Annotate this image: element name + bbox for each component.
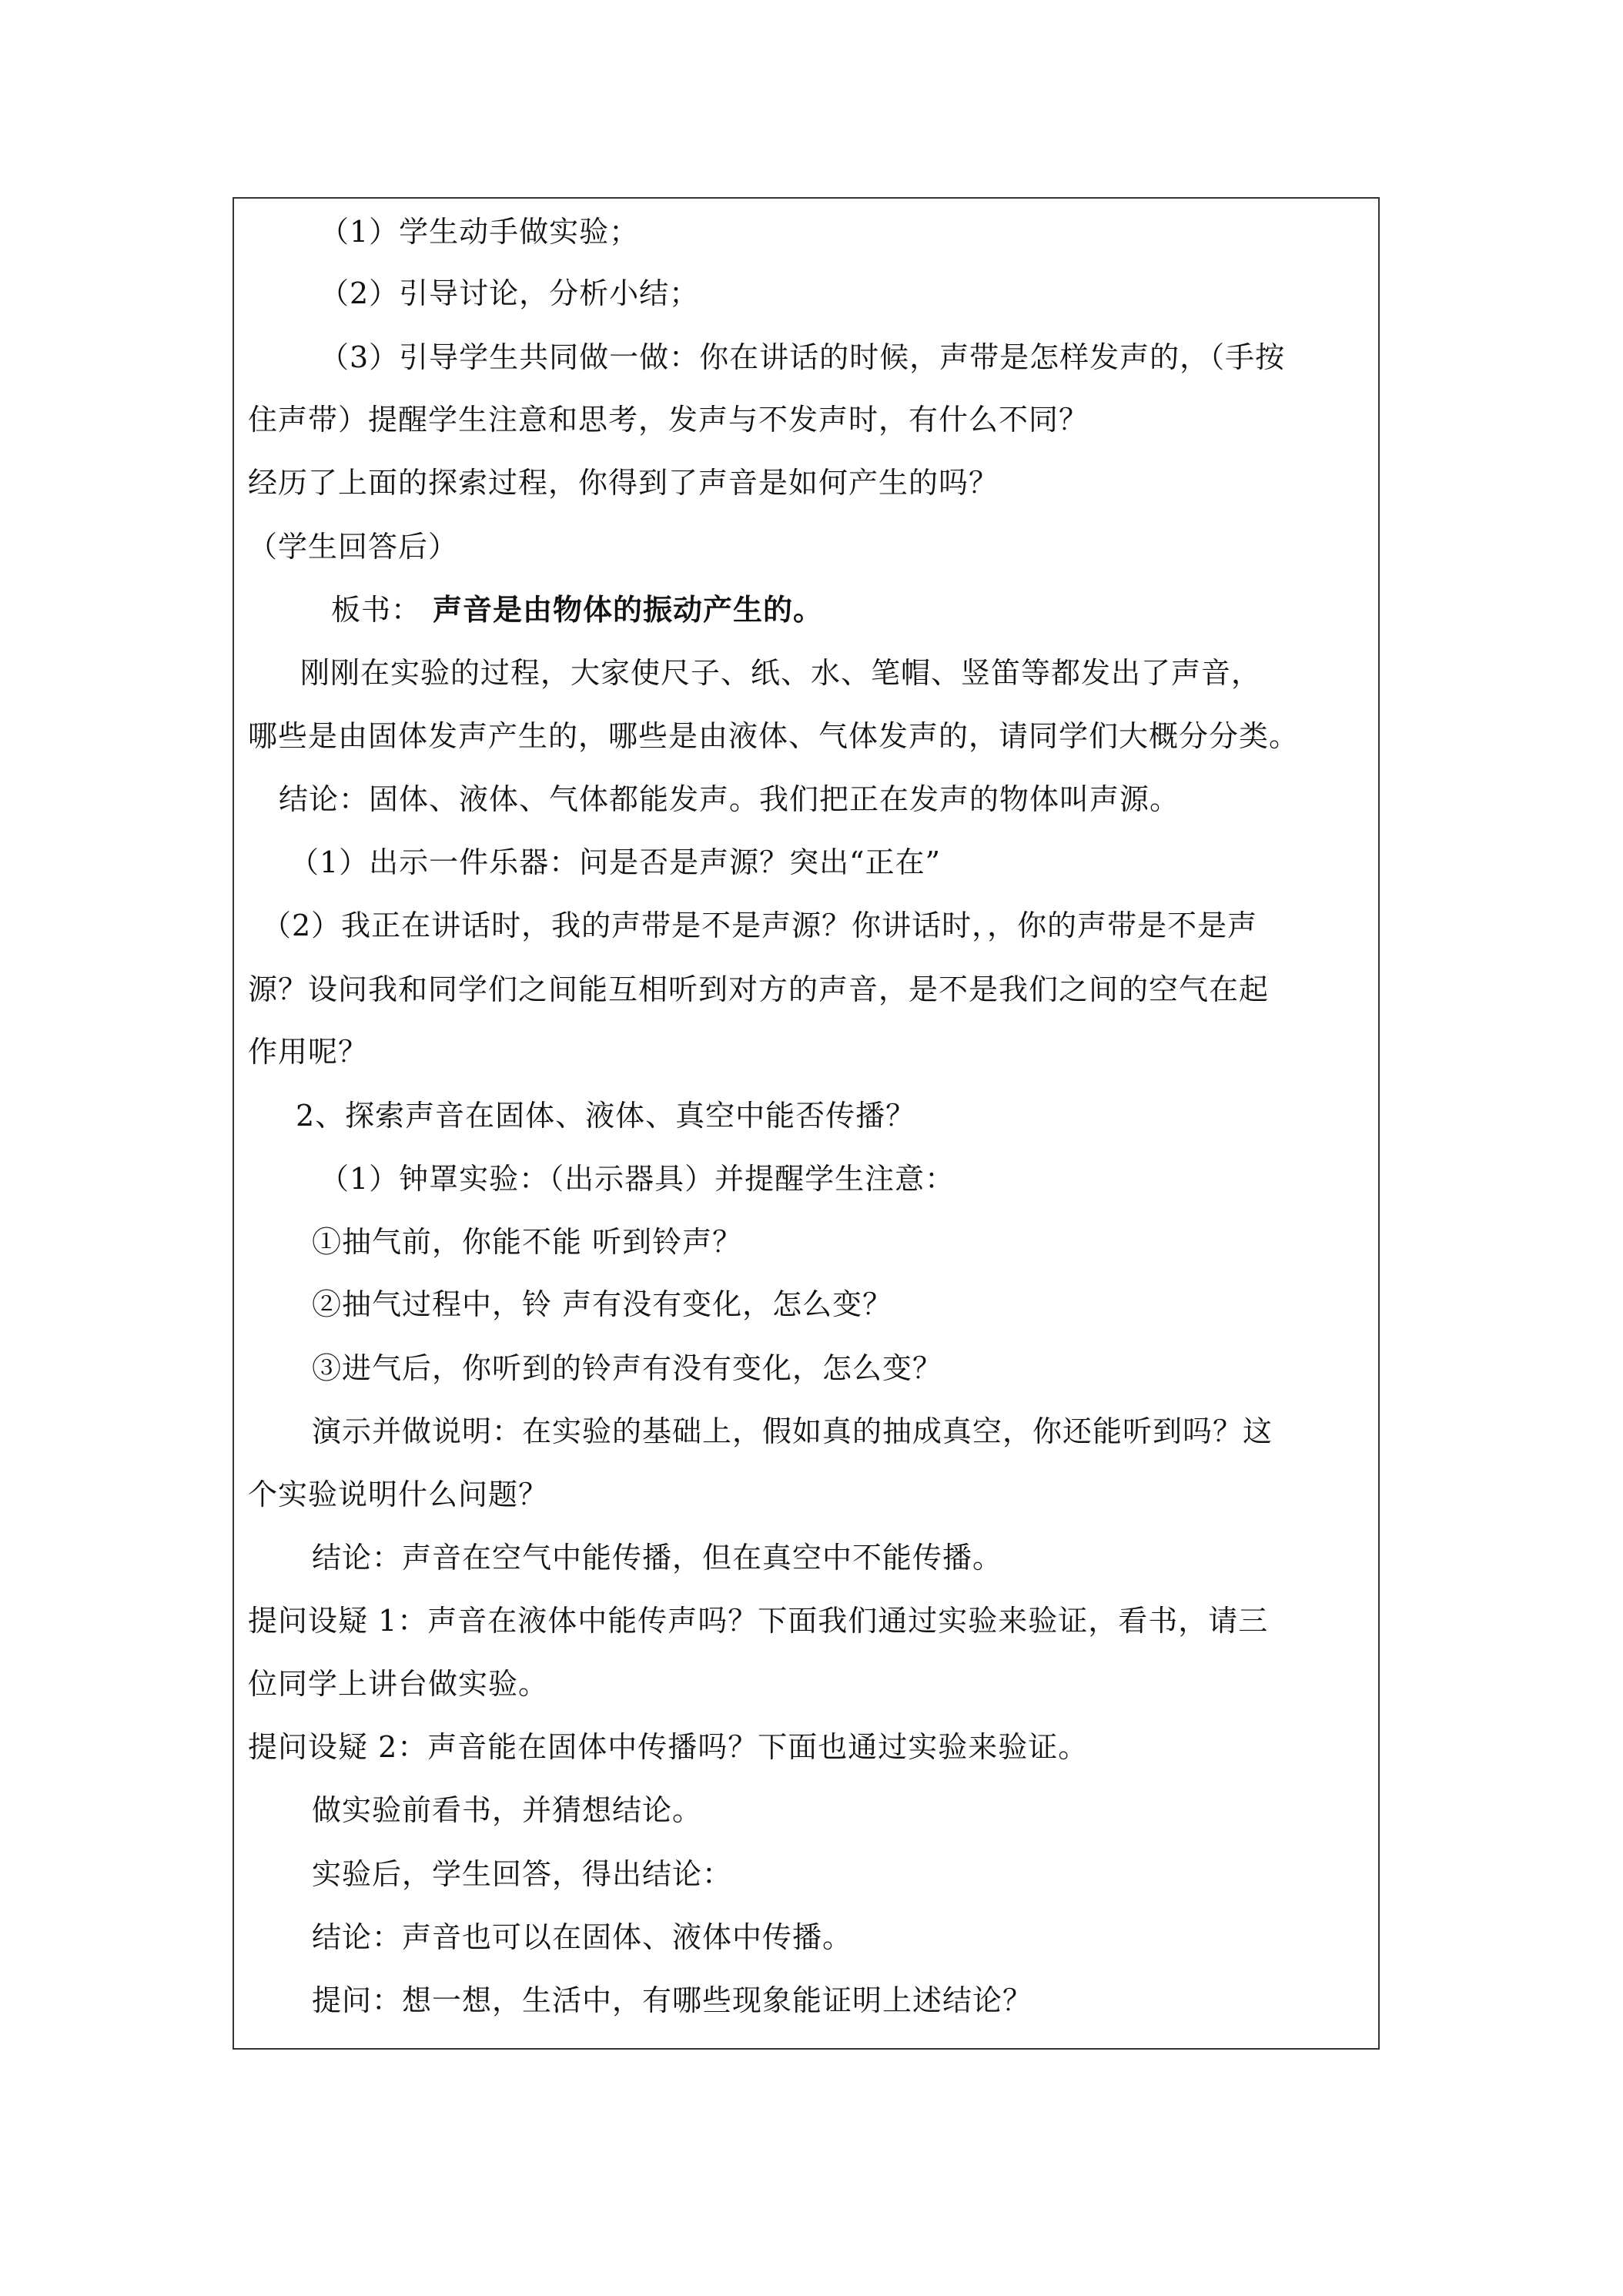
text-line: （1）学生动手做实验； xyxy=(320,215,640,249)
text-line: （1）钟罩实验：（出示器具）并提醒学生注意： xyxy=(320,1162,955,1196)
text-line: 演示并做说明：在实验的基础上，假如真的抽成真空，你还能听到吗？这 xyxy=(312,1414,1273,1448)
text-line: ③进气后，你听到的铃声有没有变化，怎么变？ xyxy=(312,1351,943,1385)
text-line: 住声带）提醒学生注意和思考，发声与不发声时，有什么不同？ xyxy=(248,403,1089,437)
text-line: 实验后，学生回答，得出结论： xyxy=(312,1857,733,1891)
text-line: （3）引导学生共同做一做：你在讲话的时候，声带是怎样发声的，（手按 xyxy=(320,340,1286,374)
text-line: 刚刚在实验的过程，大家使尺子、纸、水、笔帽、竖笛等都发出了声音， xyxy=(300,656,1262,690)
text-line: 位同学上讲台做实验。 xyxy=(248,1667,549,1701)
text-line: 作用呢？ xyxy=(248,1035,369,1069)
board-writing-label: 板书： xyxy=(331,593,422,627)
text-line: 个实验说明什么问题？ xyxy=(248,1478,549,1511)
board-writing-content: 声音是由物体的振动产生的。 xyxy=(433,592,824,627)
text-line: 2、探索声音在固体、液体、真空中能否传播？ xyxy=(296,1099,916,1133)
text-line: 做实验前看书，并猜想结论。 xyxy=(312,1793,703,1827)
text-line: 结论：声音在空气中能传播，但在真空中不能传播。 xyxy=(312,1541,1003,1575)
text-line: （2）我正在讲话时，我的声带是不是声源？你讲话时，，你的声带是不是声 xyxy=(262,909,1258,942)
text-line: （2）引导讨论，分析小结； xyxy=(320,276,700,310)
text-line: ②抽气过程中，铃 声有没有变化，怎么变？ xyxy=(312,1287,893,1321)
text-line: ①抽气前，你能不能 听到铃声？ xyxy=(312,1225,743,1259)
text-line: 结论：固体、液体、气体都能发声。我们把正在发声的物体叫声源。 xyxy=(279,782,1180,816)
text-line: 提问设疑 1：声音在液体中能传声吗？下面我们通过实验来验证，看书，请三 xyxy=(248,1604,1269,1638)
text-line: （1）出示一件乐器：问是否是声源？突出“正在” xyxy=(289,845,942,879)
text-line: 结论：声音也可以在固体、液体中传播。 xyxy=(312,1920,853,1954)
text-line: 源？设问我和同学们之间能互相听到对方的声音，是不是我们之间的空气在起 xyxy=(248,972,1270,1006)
text-line: （学生回答后） xyxy=(248,530,459,564)
text-line: 经历了上面的探索过程，你得到了声音是如何产生的吗？ xyxy=(248,466,999,500)
text-line: 提问：想一想，生活中，有哪些现象能证明上述结论？ xyxy=(312,1983,1033,2017)
text-line: 哪些是由固体发声产生的，哪些是由液体、气体发声的，请同学们大概分分类。 xyxy=(248,719,1300,753)
text-line: 提问设疑 2：声音能在固体中传播吗？下面也通过实验来验证。 xyxy=(248,1730,1089,1764)
